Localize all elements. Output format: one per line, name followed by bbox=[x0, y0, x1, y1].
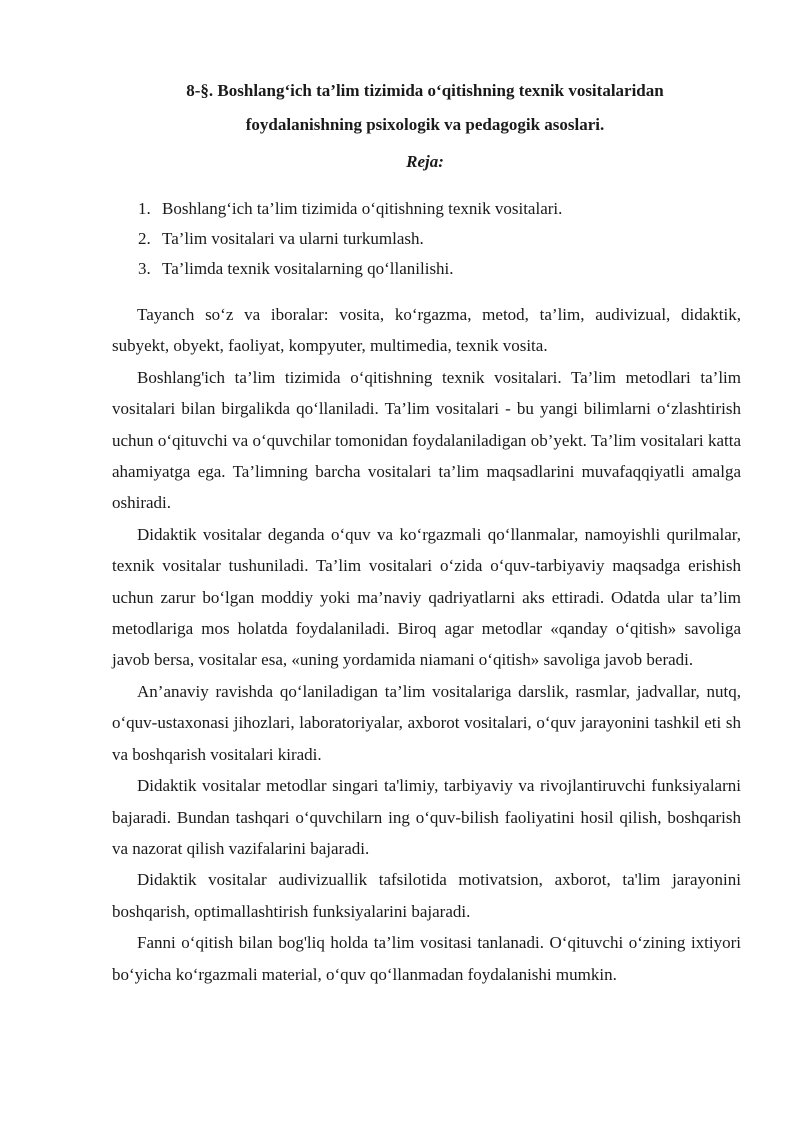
section-title bbox=[110, 74, 740, 142]
body-text bbox=[112, 299, 741, 990]
plan-item bbox=[138, 224, 562, 254]
plan-item-text: Boshlang‘ich ta’lim tizimida o‘qitishning texnik vositalari. bbox=[162, 199, 563, 218]
body-paragraph: Fanni o‘qitish bilan bog'liq holda ta’lim vositasi tanlanadi. O‘qituvchi o‘zining ixtiyori bo‘yicha ko‘rgazmali material, o‘quv qo‘llanmadan foydalanishi mumkin. bbox=[112, 933, 741, 984]
plan-item bbox=[138, 254, 562, 284]
keywords-paragraph: Tayanch so‘z va iboralar: vosita, ko‘rgazma, metod, ta’lim, audivizual, didaktik, subyekt, obyekt, faoliyat, kompyuter, multimedia, texnik vosita. bbox=[112, 305, 741, 356]
body-paragraph: Boshlang'ich ta’lim tizimida o‘qitishning texnik vositalari. Ta’lim metodlari ta’lim vositalari bilan birgalikda qo‘llaniladi. Ta’lim vositalari - bu yangi bilimlarni o‘zlashtirish uchun o‘qituvchi va o‘quvchilar tomonidan foydalaniladigan ob’yekt. Ta’lim vositalari katta ahamiyatga ega. Ta’limning barcha vositalari ta’lim maqsadlarini muvafaqqiyatli amalga oshiradi. bbox=[112, 367, 741, 513]
body-paragraph: An’anaviy ravishda qo‘laniladigan ta’lim vositalariga darslik, rasmlar, jadvallar, nutq, o‘quv-ustaxonasi jihozlari, laboratoriyalar, axborot vositalari, o‘quv jarayonini tashkil eti sh va boshqarish vositalari kiradi. bbox=[112, 681, 741, 764]
plan-list bbox=[138, 194, 562, 284]
body-paragraph: Didaktik vositalar metodlar singari ta'limiy, tarbiyaviy va rivojlantiruvchi funksiyalarni bajaradi. Bundan tashqari o‘quvchilarn ing o‘quv-bilish faoliyatini hosil qilish, boshqarish va nazorat qilish vazifalarini bajaradi. bbox=[112, 776, 741, 858]
plan-heading: Reja: bbox=[406, 152, 444, 171]
section-title-line-1: 8-§. Boshlang‘ich ta’lim tizimida o‘qitishning texnik vositalaridan bbox=[186, 81, 664, 100]
plan-item-number: 1. bbox=[138, 199, 151, 218]
section-title-line-2: foydalanishning psixologik va pedagogik asoslari. bbox=[245, 115, 605, 134]
plan-item-number: 3. bbox=[138, 259, 151, 278]
plan-item-text: Ta’limda texnik vositalarning qo‘llanilishi. bbox=[162, 259, 454, 278]
plan-item-text: Ta’lim vositalari va ularni turkumlash. bbox=[162, 229, 424, 248]
plan-item bbox=[138, 194, 562, 224]
body-paragraph: Didaktik vositalar audivizuallik tafsilotida motivatsion, axborot, ta'lim jarayonini boshqarish, optimallashtirish funksiyalarini bajaradi. bbox=[112, 870, 741, 921]
plan-item-number: 2. bbox=[138, 229, 151, 248]
body-paragraph: Didaktik vositalar deganda o‘quv va ko‘rgazmali qo‘llanmalar, namoyishli qurilmalar, texnik vositalar tushuniladi. Ta’lim vositalari o‘zida o‘quv-tarbiyaviy maqsadga erishish uchun zarur bo‘lgan moddiy yoki ma’naviy qadriyatlarni aks ettiradi. Odatda ular ta’lim metodlariga mos holatda foydalaniladi. Biroq agar metodlar «qanday o‘qitish» savoliga javob bersa, vositalar esa, «uning yordamida niamani o‘qitish» savoliga javob beradi. bbox=[112, 524, 741, 670]
